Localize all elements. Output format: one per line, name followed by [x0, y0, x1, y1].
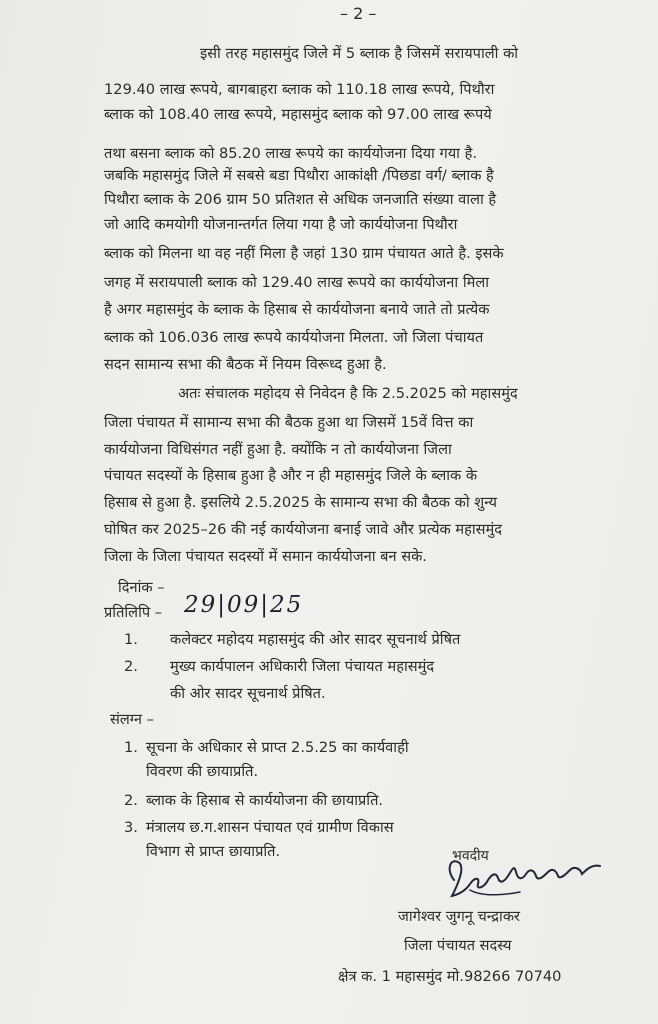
- attachment-text: विवरण की छायाप्रति.: [146, 763, 259, 780]
- body-line: हिसाब से हुआ है. इसलिये 2.5.2025 के सामान्य सभा की बैठक को शुन्य: [104, 494, 497, 511]
- attachment-number: 2.: [124, 792, 138, 809]
- body-line: जिला के जिला पंचायत सदस्यों में समान कार्ययोजना बन सके.: [104, 548, 427, 565]
- copy-label: प्रतिलिपि –: [104, 604, 163, 621]
- copy-item-number: 1.: [124, 631, 138, 648]
- body-line: ब्लाक को मिलना था वह नहीं मिला है जहां 130 ग्राम पंचायत आते है. इसके: [104, 245, 504, 262]
- page-number: – 2 –: [340, 4, 377, 23]
- body-line: है अगर महासमुंद के ब्लाक के हिसाब से कार्ययोजना बनाये जाते तो प्रत्येक: [104, 301, 490, 318]
- attachment-text: मंत्रालय छ.ग.शासन पंचायत एवं ग्रामीण विकास: [146, 819, 394, 836]
- body-line: ब्लाक को 106.036 लाख रूपये कार्ययोजना मिलता. जो जिला पंचायत: [104, 329, 484, 346]
- body-line: जबकि महासमुंद जिले में सबसे बडा पिथौरा आकांक्षी /पिछडा वर्ग/ ब्लाक है: [104, 167, 494, 184]
- handwritten-signature: [440, 850, 620, 910]
- attachment-text: सूचना के अधिकार से प्राप्त 2.5.25 का कार्यवाही: [146, 739, 409, 756]
- body-line: जो आदि कमयोगी योजनान्तर्गत लिया गया है जो कार्ययोजना पिथौरा: [104, 216, 458, 233]
- handwritten-date: 29|09|25: [184, 592, 304, 618]
- copy-item-number: 2.: [124, 658, 138, 675]
- copy-item-text: मुख्य कार्यपालन अधिकारी जिला पंचायत महासमुंद: [170, 658, 435, 675]
- body-line: ब्लाक को 108.40 लाख रूपये, महासमुंद ब्लाक को 97.00 लाख रूपये: [104, 106, 492, 123]
- body-line: पिथौरा ब्लाक के 206 ग्राम 50 प्रतिशत से अधिक जनजाति संख्या वाला है: [104, 191, 497, 208]
- body-line: पंचायत सदस्यों के हिसाब हुआ है और न ही महासमुंद जिले के ब्लाक के: [104, 467, 478, 484]
- attachment-text: ब्लाक के हिसाब से कार्ययोजना की छायाप्रति.: [146, 792, 384, 809]
- body-line: कार्ययोजना विधिसंगत नहीं हुआ है. क्योंकि न तो कार्ययोजना जिला: [104, 441, 452, 458]
- body-line: घोषित कर 2025–26 की नई कार्ययोजना बनाई जावे और प्रत्येक महासमुंद: [104, 521, 502, 538]
- attachment-text: विभाग से प्राप्त छायाप्रति.: [146, 843, 281, 860]
- copy-item-text: की ओर सादर सूचनार्थ प्रेषित.: [170, 685, 326, 702]
- signatory-name: जागेश्वर जुगनू चन्द्राकर: [398, 908, 521, 925]
- body-line: सदन सामान्य सभा की बैठक में नियम विरूध्द हुआ है.: [104, 356, 387, 373]
- body-line: जगह में सरायपाली ब्लाक को 129.40 लाख रूपये का कार्ययोजना मिला: [104, 274, 490, 291]
- copy-item-text: कलेक्टर महोदय महासमुंद की ओर सादर सूचनार्थ प्रेषित: [170, 631, 461, 648]
- body-line: इसी तरह महासमुंद जिले में 5 ब्लाक है जिसमें सरायपाली को: [200, 45, 519, 62]
- sign-off: भवदीय: [452, 848, 489, 864]
- body-line: तथा बसना ब्लाक को 85.20 लाख रूपये का कार्ययोजना दिया गया है.: [104, 145, 477, 162]
- attachment-label: संलग्न –: [110, 711, 154, 728]
- body-line: अतः संचालक महोदय से निवेदन है कि 2.5.2025 को महासमुंद: [178, 385, 518, 402]
- signatory-title: जिला पंचायत सदस्य: [404, 937, 512, 954]
- body-line: जिला पंचायत में सामान्य सभा की बैठक हुआ था जिसमें 15वें वित्त का: [104, 414, 474, 431]
- body-line: 129.40 लाख रूपये, बागबाहरा ब्लाक को 110.18 लाख रूपये, पिथौरा: [104, 81, 495, 98]
- attachment-number: 3.: [124, 819, 138, 836]
- signatory-contact: क्षेत्र क. 1 महासमुंद मो.98266 70740: [338, 968, 562, 985]
- attachment-number: 1.: [124, 739, 138, 756]
- date-label: दिनांक –: [118, 579, 165, 596]
